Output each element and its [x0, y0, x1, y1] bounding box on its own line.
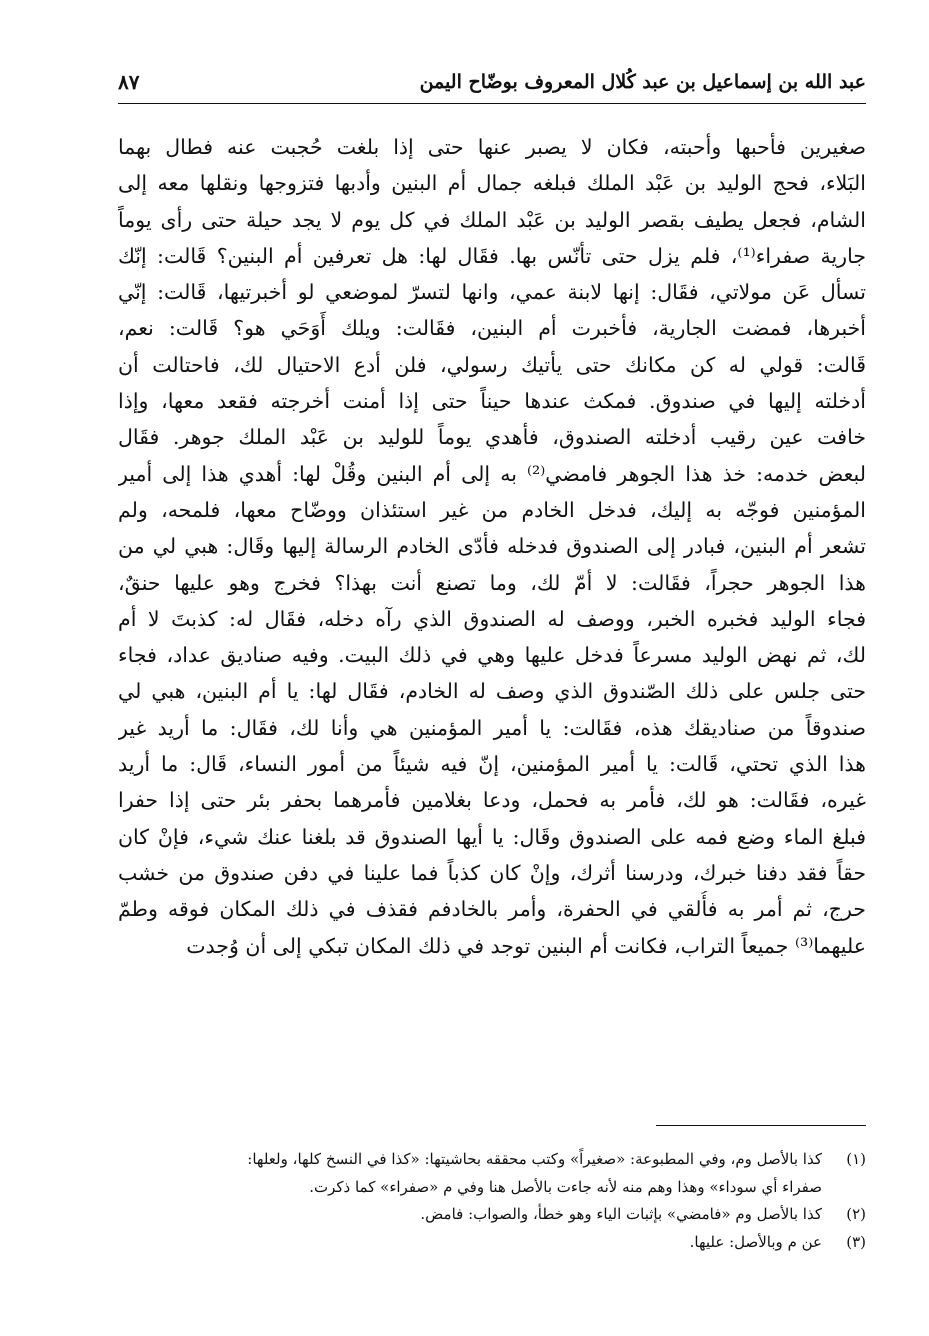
footnote-text: كذا بالأصل وم «فامضي» بإثبات الياء وهو خطأ، والصواب: فامض. [420, 1205, 822, 1223]
footnote-text: عن م وبالأصل: عليها. [689, 1232, 822, 1251]
text-line: المؤمنين فوجّه به إليك، فدخل الخادم من غير استئذان ووضّاح معها، فلمحه، ولم [118, 497, 866, 522]
header-rule [118, 103, 866, 104]
text-line: لبعض خدمه: خذ هذا الجوهر فامضي⁽²⁾ به إلى أم البنين وقُلْ لها: أهدي هذا إلى أمير [118, 461, 866, 486]
text-line: أدخلته إليها في صندوق. فمكث عندها حيناً حتى إذا أمنت أخرجته فقعد معها، وإذا [118, 389, 866, 414]
page-number: ٨٧ [118, 70, 140, 94]
text-line: تشعر أم البنين، فبادر إلى الصندوق فدخله فأدّى الخادم الرسالة إليها وقَال: هبي لي من [118, 534, 866, 559]
footnote-number: (٣) [846, 1232, 866, 1251]
text-line: الشام، فجعل يطيف بقصر الوليد بن عَبْد الملك في كل يوم لا يجد حيلة حتى رأى يوماً [118, 207, 866, 232]
text-line: لك، ثم نهض الوليد مسرعاً فدخل عليها وهي في ذلك البيت. وفيه صناديق عداد، فجاء [118, 643, 866, 668]
body-text [118, 129, 866, 964]
footnote-separator [656, 1125, 866, 1126]
text-line: هذا الجوهر حجراً، فقَالت: لا أمّ لك، وما تصنع أنت بهذا؟ فخرج وهو عليها حنقٌ، [118, 570, 866, 595]
text-line: جارية صفراء⁽¹⁾، فلم يزل حتى تأنّس بها. فقَال لها: هل تعرفين أم البنين؟ قَالت: إنّك [118, 243, 866, 268]
text-line: البَلاء، فحج الوليد بن عَبْد الملك فبلغه جمال أم البنين وأدبها فتزوجها ونقلها معه إلى [118, 171, 866, 196]
text-line: حقاً فقد دفنا خبرك، ودرسنا أثرك، وإنْ كان كذباً فما علينا في دفن صندوق من خشب [118, 860, 866, 885]
text-line: صندوقاً من صناديقك هذه، فقَالت: يا أمير المؤمنين هي وأنا لك، فقَال: ما أريد غير [118, 715, 866, 740]
footnote-1-continued [118, 1174, 866, 1202]
text-line: هذا الذي تحتي، قَالت: يا أمير المؤمنين، إنّ فيه شيئاً من أمور النساء، قَال: ما أريد [118, 752, 866, 777]
footnote-2 [118, 1201, 866, 1229]
text-line: فجاء الوليد فخبره الخبر، ووصف له الصندوق الذي رآه دخله، فقَال له: كذبتَ لا أم [118, 606, 866, 631]
text-line: أخبرها، فمضت الجارية، فأخبرت أم البنين، فقَالت: ويلك أَوَحَي هو؟ قَالت: نعم، [118, 316, 866, 341]
text-line: قَالت: قولي له كن مكانك حتى يأتيك رسولي، فلن أدع الاحتيال لك، فاحتالت أن [118, 352, 866, 377]
footnote-number: (١) [846, 1150, 866, 1168]
footnote-number: (٢) [846, 1205, 866, 1223]
text-line: فبلغ الماء وضع فمه على الصندوق وقَال: يا أيها الصندوق قد بلغنا عنك شيء، فإنْ كان [118, 824, 866, 849]
footnote-3 [118, 1229, 866, 1257]
footnotes [118, 1146, 866, 1256]
text-line: غيره، فقَالت: هو لك، فأمر به فحمل، ودعا بغلامين فأمرهما بحفر بئر حتى إذا حفرا [118, 788, 866, 813]
text-line: تسأل عَن مولاتي، فقَال: إنها لابنة عمي، وانها لتسرّ لموضعي لو أخبرتيها، قَالت: إنّي [118, 280, 866, 305]
running-title: عبد الله بن إسماعيل بن عبد كُلال المعروف بوضّاح اليمن [419, 71, 866, 93]
text-line: حرج، ثم أمر به فأُلقي في الحفرة، وأمر بالخادفم فقذف في ذلك المكان فوقه وطمّ [118, 897, 866, 922]
footnote-text: صفراء أي سوداء» وهذا وهم منه لأنه جاءت بالأصل هنا وفي م «صفراء» كما ذكرت. [309, 1177, 822, 1196]
text-line: صغيرين فأحبها وأحبته، فكان لا يصبر عنها حتى إذا بلغت حُجبت عنه فطال بهما [118, 135, 866, 159]
footnote-text: كذا بالأصل وم، وفي المطبوعة: «صغيراً» وكتب محققه بحاشيتها: «كذا في النسخ كلها، ولعلها: [247, 1150, 822, 1168]
footnote-indent [822, 1174, 866, 1202]
text-line: عليهما⁽³⁾ جميعاً التراب، فكانت أم البنين توجد في ذلك المكان تبكي إلى أن وُجدت [186, 933, 866, 958]
text-line: حتى جلس على ذلك الصّندوق الذي وصف له الخادم، فقَال لها: يا أم البنين، هبي لي [118, 679, 866, 704]
running-header [118, 62, 866, 102]
footnote-1 [118, 1146, 866, 1174]
text-line: خافت عين رقيب أدخلته الصندوق، فأهدي يوماً للوليد بن عَبْد الملك جوهر. فقَال [118, 425, 866, 450]
